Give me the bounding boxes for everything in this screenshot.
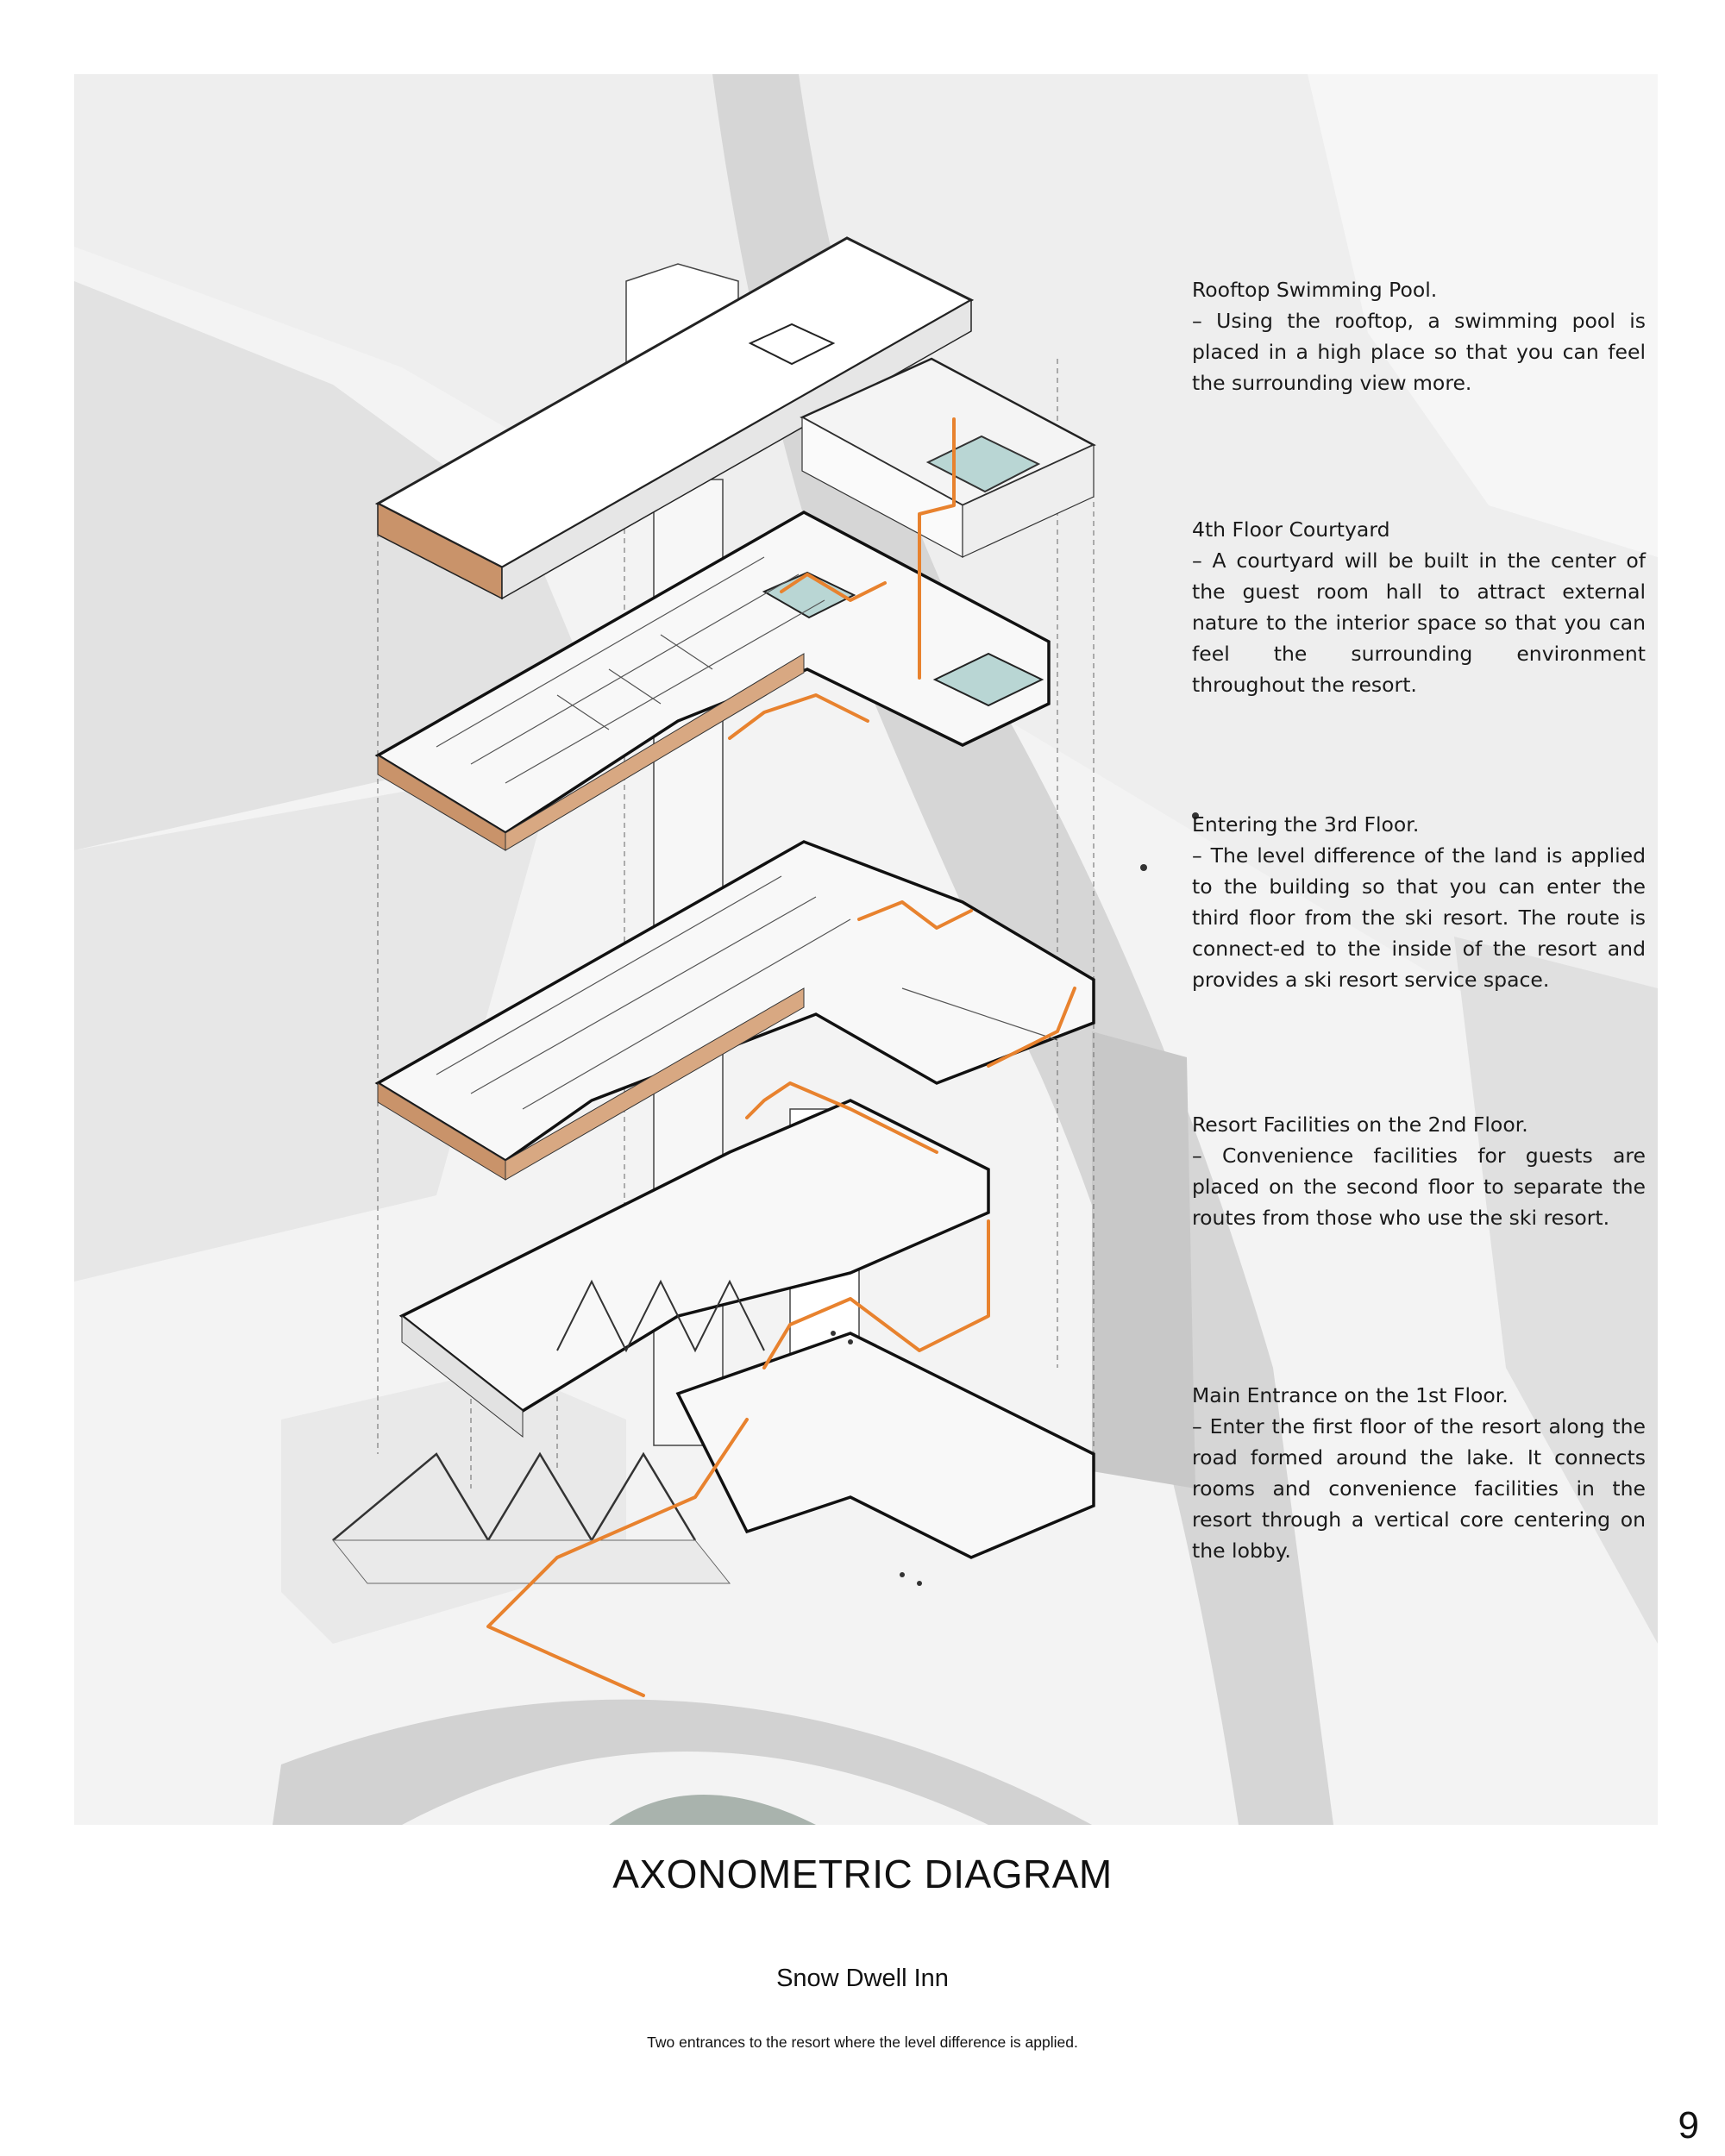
annotation-heading: Main Entrance on the 1st Floor.	[1192, 1383, 1509, 1407]
annotation-3rd-floor-entry	[1192, 809, 1646, 995]
annotation-body: – Convenience facilities for guests are placed on the second floor to separate the routes from those who use the ski resort.	[1192, 1144, 1646, 1230]
annotation-heading: Resort Facilities on the 2nd Floor.	[1192, 1112, 1528, 1137]
diagram-title: AXONOMETRIC DIAGRAM	[612, 1852, 1113, 1896]
caption: Two entrances to the resort where the level difference is applied.	[647, 2034, 1078, 2051]
annotation-heading: 4th Floor Courtyard	[1192, 517, 1390, 542]
annotation-body: – Using the rooftop, a swimming pool is placed in a high place so that you can feel the surrounding view more.	[1192, 309, 1646, 395]
project-name: Snow Dwell Inn	[776, 1965, 949, 1992]
annotation-body: – The level difference of the land is applied to the building so that you can enter the third floor from the ski resort. The route is connect-ed to the inside of the resort and provides a ski resort service space.	[1192, 843, 1646, 992]
annotation-heading: Rooftop Swimming Pool.	[1192, 278, 1438, 302]
annotation-1st-floor-entrance	[1192, 1380, 1646, 1566]
annotation-heading: Entering the 3rd Floor.	[1192, 812, 1420, 837]
annotation-body: – Enter the first floor of the resort along the road formed around the lake. It connects rooms and convenience facilities in the resort through a vertical core centering on the lobby.	[1192, 1414, 1646, 1563]
annotation-body: – A courtyard will be built in the center of the guest room hall to attract external nature to the interior space so that you can feel the surrounding environment throughout the resort.	[1192, 548, 1646, 697]
annotation-2nd-floor-facilities	[1192, 1109, 1646, 1233]
annotation-rooftop-pool	[1192, 274, 1646, 398]
annotation-4th-floor-courtyard	[1192, 514, 1646, 700]
page-number: 9	[1678, 2104, 1699, 2147]
